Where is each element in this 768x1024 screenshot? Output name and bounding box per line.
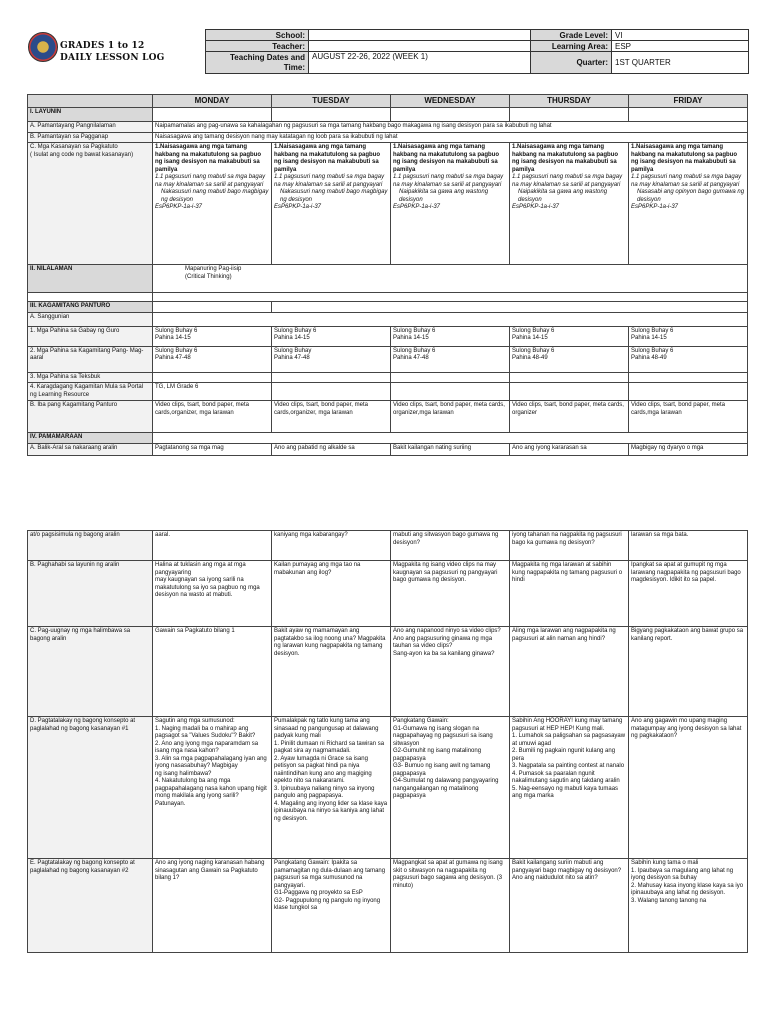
competency-detail: Nakasusuri nang mabuti bago magbigay ng desisyon bbox=[280, 189, 388, 203]
discussion-one-row bbox=[28, 717, 748, 859]
teacher-guide-thursday: Sulong Buhay 6 Pahina 14-15 bbox=[510, 326, 629, 346]
competency-code: EsP6PKP-1a-i-37 bbox=[631, 204, 679, 210]
example-wednesday: Ano ang napanood ninyo sa video clips? Ano ang pagsusuring ginawa ng mga tauhan sa video clips? Sang-ayon ka ba sa kanilang ginawa? bbox=[391, 627, 510, 717]
example-thursday: Aling mga larawan ang nagpapakita ng pagsusuri at alin naman ang hindi? bbox=[510, 627, 629, 717]
competency-monday bbox=[153, 143, 272, 265]
lesson-log-table bbox=[27, 94, 748, 456]
competency-sub: 1.1 pagsusuri nang mabuti sa mga bagay na may kinalaman sa sarili at pangyayari bbox=[155, 174, 266, 188]
review-wednesday: Bakit kailangan nating suriing bbox=[391, 443, 510, 455]
dates-value: AUGUST 22-26, 2022 (WEEK 1) bbox=[309, 52, 531, 74]
textbook-row bbox=[28, 372, 748, 383]
review-friday: Magbigay ng dyaryo o mga bbox=[629, 443, 748, 455]
learner-material-wednesday: Sulong Buhay 6 Pahina 47-48 bbox=[391, 346, 510, 372]
grade-value: VI bbox=[612, 30, 749, 41]
page-one bbox=[0, 0, 768, 470]
review-friday-continued: larawan sa mga bata. bbox=[629, 531, 748, 561]
sanggunian-row bbox=[28, 312, 748, 326]
example-tuesday: Bakit ayaw ng mamamayan ang pagtatakbo sa ilog noong una? Magpakita ng larawan kung nagpapakita ng tamang desisyon. bbox=[272, 627, 391, 717]
nilalaman-row bbox=[28, 265, 748, 293]
area-value: ESP bbox=[612, 41, 749, 52]
learner-material-row bbox=[28, 346, 748, 372]
other-materials-friday: Video clips, tsart, bond paper, meta cards,mga larawan bbox=[629, 401, 748, 433]
page-break bbox=[0, 470, 768, 525]
example-label: C. Pag-uugnay ng mga halimbawa sa bagong aralin bbox=[28, 627, 153, 717]
review-row-part-b bbox=[28, 531, 748, 561]
example-row bbox=[28, 627, 748, 717]
discussion-one-thursday: Sabihin Ang HOORAY! kung may tamang pagsusuri at HEP HEP! Kung mali. 1. Lumahok sa paligsahan sa pagsasayaw at umuwi agad 2. Bumili ng pagkain ngunit kulang ang pera 3. Nagpatala sa painting contest at nanalo 4. Pumasok sa paaralan ngunit nakalimutang sagutin ang takdang aralin 5. Nag-eensayo ng mabuti kaya tumaas ang mga marka bbox=[510, 717, 629, 859]
other-materials-wednesday: Video clips, tsart, bond paper, meta cards, organizer,mga larawan bbox=[391, 401, 510, 433]
competency-sub: 1.1 pagsusuri nang mabuti sa mga bagay na may kinalaman sa sarili at pangyayari bbox=[274, 174, 385, 188]
purpose-label: B. Paghahabi sa layunin ng aralin bbox=[28, 561, 153, 627]
textbook-label: 3. Mga Pahina sa Teksbuk bbox=[28, 372, 153, 383]
competency-heading: 1.Naisasagawa ang mga tamang hakbang na makatutulong sa pagbuo ng isang desisyon na makabubuti sa pamilya bbox=[274, 144, 381, 173]
competency-heading: 1.Naisasagawa ang mga tamang hakbang na makatutulong sa pagbuo ng isang desisyon na makabubuti sa pamilya bbox=[512, 144, 619, 173]
review-label-continued: at/o pagsisimula ng bagong aralin bbox=[28, 531, 153, 561]
content-standard-value: Naipamamalas ang pag-unawa sa kahalagahan ng pagsusuri sa mga tamang hakbang bago makagawa ng isang desisyon para sa ikabubuti ng lahat bbox=[153, 122, 748, 133]
competency-detail: Naipakikita sa gawa ang wastong desisyon bbox=[518, 189, 608, 203]
review-row-part-a bbox=[28, 443, 748, 455]
discussion-one-monday: Sagutin ang mga sumusunod: 1. Naging madali ba o mahirap ang pagsagot sa "Values Sudoku"? Bakit? 2. Ano ang iyong mga naparamdam sa isang mga nasa kahon? 3. Alin sa mga pagpapahalagang iyan ang iyong nasasabuhay? Magbigay ng isang halimbawa? 4. Nakatutulong ba ang mga pagpapahalagang nasa kahon upang higit mong makilala ang iyong sarili? Patunayan. bbox=[153, 717, 272, 859]
competency-friday bbox=[629, 143, 748, 265]
deped-seal-icon bbox=[28, 32, 58, 62]
pamamaraan-row bbox=[28, 433, 748, 444]
other-materials-tuesday: Video clips, tsart, bond paper, meta cards,organizer, mga larawan bbox=[272, 401, 391, 433]
review-thursday-continued: iyong tahanan na nagpakita ng pagsusuri bago ka gumawa ng desisyon? bbox=[510, 531, 629, 561]
other-materials-row bbox=[28, 401, 748, 433]
review-wednesday-continued: mabuti ang sitwasyon bago gumawa ng desisyon? bbox=[391, 531, 510, 561]
log-title bbox=[60, 40, 165, 64]
competency-detail: Nasasabi ang opinyon bago gumawa ng desisyon bbox=[637, 189, 745, 203]
teacher-guide-friday: Sulong Buhay 6 Pahina 14-15 bbox=[629, 326, 748, 346]
example-friday: Bigyang pagkakataon ang bawat grupo sa kanilang report. bbox=[629, 627, 748, 717]
competency-code: EsP6PKP-1a-i-37 bbox=[393, 204, 441, 210]
page-two bbox=[0, 525, 768, 1024]
teacher-guide-monday: Sulong Buhay 6 Pahina 14-15 bbox=[153, 326, 272, 346]
nilalaman-value: Mapanuring Pag-iisip (Critical Thinking) bbox=[153, 265, 748, 293]
teacher-guide-row bbox=[28, 326, 748, 346]
purpose-friday: Ipangkat sa apat at gumupit ng mga larawang nagpapakita ng pagsusuri bago magdesisyon. Idikit ito sa papel. bbox=[629, 561, 748, 627]
teacher-guide-label: 1. Mga Pahina sa Gabay ng Guro bbox=[28, 326, 153, 346]
competency-heading: 1.Naisasagawa ang mga tamang hakbang na makatutulong sa pagbuo ng isang desisyon na makabubuti sa pamilya bbox=[631, 144, 738, 173]
corner-cell bbox=[28, 95, 153, 108]
layunin-row bbox=[28, 108, 748, 122]
kagamitan-row bbox=[28, 302, 748, 313]
sanggunian-label: A. Sanggunian bbox=[28, 312, 153, 326]
title-line-2: DAILY LESSON LOG bbox=[60, 53, 165, 63]
lr-portal-row bbox=[28, 383, 748, 401]
dates-label: Teaching Dates and Time: bbox=[206, 52, 309, 74]
day-friday: FRIDAY bbox=[629, 95, 748, 108]
nilalaman-label: II. NILALAMAN bbox=[28, 265, 153, 293]
review-monday-continued: aaral. bbox=[153, 531, 272, 561]
pamamaraan-label: IV. PAMAMARAAN bbox=[28, 433, 153, 444]
review-monday: Pagtatanong sa mga mag bbox=[153, 443, 272, 455]
day-wednesday: WEDNESDAY bbox=[391, 95, 510, 108]
layunin-label: I. LAYUNIN bbox=[28, 108, 153, 122]
header-right-table bbox=[530, 29, 749, 74]
discussion-one-label: D. Pagtatalakay ng bagong konsepto at paglalahad ng bagong kasanayan #1 bbox=[28, 717, 153, 859]
other-materials-label: B. Iba pang Kagamitang Panturo bbox=[28, 401, 153, 433]
lr-portal-value: TG, LM Grade 6 bbox=[153, 383, 272, 401]
discussion-one-friday: Ano ang gagawin mo upang maging matagumpay ang iyong desisyon sa lahat ng pagkakataon? bbox=[629, 717, 748, 859]
area-label: Learning Area: bbox=[531, 41, 612, 52]
discussion-two-monday: Ano ang iyong naging karanasan habang sinasagutan ang Gawain sa Pagkatuto bilang 1? bbox=[153, 859, 272, 953]
learner-material-tuesday: Sulong Buhay Pahina 47-48 bbox=[272, 346, 391, 372]
discussion-one-wednesday: Pangkatang Gawain: G1-Gumawa ng isang slogan na nagpapahayag ng pagsusuri sa isang sitwasyon G2-Gumuhit ng isang matalinong pagpapasya G3- Bumuo ng isang awit ng tamang pagpapasya G4-Sumulat ng dalawang pangyayaring nangangailangan ng matalinong pagpapasya bbox=[391, 717, 510, 859]
content-standard-label: A. Pamantayang Pangnilalaman bbox=[28, 122, 153, 133]
other-materials-thursday: Video clips, tsart, bond paper, meta cards, organizer bbox=[510, 401, 629, 433]
discussion-two-wednesday: Magpangkat sa apat at gumawa ng isang skit o sitwasyon na nagpapakita ng pagsusuri bago sagawa ang desisyon. (3 minuto) bbox=[391, 859, 510, 953]
competency-tuesday bbox=[272, 143, 391, 265]
performance-standard-label: B. Pamantayan sa Pagganap bbox=[28, 132, 153, 143]
purpose-monday: Halina at tuklasin ang mga at mga pangyayaring may kaugnayan sa iyong sarili na makatutulong sa iyo sa pagbuo ng mga desisyon na wasto at mabuti. bbox=[153, 561, 272, 627]
competency-code: EsP6PKP-1a-i-37 bbox=[274, 204, 322, 210]
discussion-two-label: E. Pagtatalakay ng bagong konsepto at paglalahad ng bagong kasanayan #2 bbox=[28, 859, 153, 953]
competency-heading: 1.Naisasagawa ang mga tamang hakbang na makatutulong sa pagbuo ng isang desisyon na makabubuti sa pamilya bbox=[155, 144, 262, 173]
teacher-guide-tuesday: Sulong Buhay 6 Pahina 14-15 bbox=[272, 326, 391, 346]
performance-standard-row bbox=[28, 132, 748, 143]
review-thursday: Ano ang iyong kararasan sa bbox=[510, 443, 629, 455]
content-standard-row bbox=[28, 122, 748, 133]
quarter-value: 1ST QUARTER bbox=[612, 52, 749, 74]
school-value bbox=[309, 30, 531, 41]
discussion-two-friday: Sabihin kung tama o mali 1. Ipaubaya sa magulang ang lahat ng iyong desisyon sa buhay 2. Mahusay kasa inyong klase kaya sa iyo ipinauubaya ang lahat ng desisyon. 3. Walang tanong tanong na bbox=[629, 859, 748, 953]
other-materials-monday: Video clips, tsart, bond paper, meta cards,organizer, mga larawan bbox=[153, 401, 272, 433]
competency-row bbox=[28, 143, 748, 265]
competency-detail: Nakasusuri nang mabuti bago magbigay ng desisyon bbox=[161, 189, 269, 203]
competency-heading: 1.Naisasagawa ang mga tamang hakbang na makatutulong sa pagbuo ng isang desisyon na makabubuti sa pamilya bbox=[393, 144, 500, 173]
learner-material-monday: Sulong Buhay 6 Pahina 47-48 bbox=[153, 346, 272, 372]
purpose-tuesday: Kailan pumayag ang mga tao na mabakunan ang ilog? bbox=[272, 561, 391, 627]
competency-code: EsP6PKP-1a-i-37 bbox=[155, 204, 203, 210]
spacer-row bbox=[28, 293, 748, 302]
competency-label: C. Mga Kasanayan sa Pagkatuto ( Isulat ang code ng bawat kasanayan) bbox=[28, 143, 153, 265]
review-tuesday: Ano ang pabatid ng alkalde sa bbox=[272, 443, 391, 455]
purpose-row bbox=[28, 561, 748, 627]
purpose-thursday: Magpakita ng mga larawan at sabihin kung nagpapakita ng tamang pagsusuri o hindi bbox=[510, 561, 629, 627]
kagamitan-label: III. KAGAMITANG PANTURO bbox=[28, 302, 153, 313]
competency-wednesday bbox=[391, 143, 510, 265]
teacher-value bbox=[309, 41, 531, 52]
learner-material-label: 2. Mga Pahina sa Kagamitang Pang- Mag-aaral bbox=[28, 346, 153, 372]
learner-material-thursday: Sulong Buhay 6 Pahina 48-49 bbox=[510, 346, 629, 372]
competency-thursday bbox=[510, 143, 629, 265]
competency-code: EsP6PKP-1a-i-37 bbox=[512, 204, 560, 210]
purpose-wednesday: Magpakita ng isang video clips na may kaugnayan sa pagsusuri ng pangyayari bago gumawa ng desisyon. bbox=[391, 561, 510, 627]
grade-label: Grade Level: bbox=[531, 30, 612, 41]
title-line-1: GRADES 1 to 12 bbox=[60, 41, 145, 51]
day-tuesday: TUESDAY bbox=[272, 95, 391, 108]
discussion-two-thursday: Bakit kailangang suriin mabuti ang pangyayari bago magbigay ng desisyon? Ano ang naidudulot nito sa atin? bbox=[510, 859, 629, 953]
header-left-table bbox=[205, 29, 531, 74]
competency-sub: 1.1 pagsusuri nang mabuti sa mga bagay na may kinalaman sa sarili at pangyayari bbox=[631, 174, 742, 188]
quarter-label: Quarter: bbox=[531, 52, 612, 74]
school-label: School: bbox=[206, 30, 309, 41]
review-label: A. Balik-Aral sa nakaraang aralin bbox=[28, 443, 153, 455]
example-monday: Gawain sa Pagkatuto bilang 1 bbox=[153, 627, 272, 717]
competency-detail: Naipakikita sa gawa ang wastong desisyon bbox=[399, 189, 489, 203]
discussion-two-row bbox=[28, 859, 748, 953]
performance-standard-value: Naisasagawa ang tamang desisyon nang may katatagan ng loob para sa ikabubuti ng lahat bbox=[153, 132, 748, 143]
lesson-log-table-continued bbox=[27, 530, 748, 953]
review-tuesday-continued: kaniyang mga kabarangay? bbox=[272, 531, 391, 561]
competency-sub: 1.1 pagsusuri nang mabuti sa mga bagay na may kinalaman sa sarili at pangyayari bbox=[393, 174, 504, 188]
teacher-guide-wednesday: Sulong Buhay 6 Pahina 14-15 bbox=[391, 326, 510, 346]
days-header-row bbox=[28, 95, 748, 108]
lr-portal-label: 4. Karagdagang Kagamitan Mula sa Portal ng Learning Resource bbox=[28, 383, 153, 401]
competency-sub: 1.1 pagsusuri nang mabuti sa mga bagay na may kinalaman sa sarili at pangyayari bbox=[512, 174, 623, 188]
teacher-label: Teacher: bbox=[206, 41, 309, 52]
discussion-two-tuesday: Pangkatang Gawain: Ipakita sa pamamagitan ng dula-dulaan ang tamang pagsusuri sa mga sumusunod na pangyayari. G1-Paggawa ng proyekto sa EsP G2- Pagpupulong ng pangulo ng inyong klase tungkol sa bbox=[272, 859, 391, 953]
day-thursday: THURSDAY bbox=[510, 95, 629, 108]
day-monday: MONDAY bbox=[153, 95, 272, 108]
discussion-one-tuesday: Pumalakpak ng tatlo kung tama ang sinasaad ng pangungusap at dalawang padyak kung mali 1. Pinilit dumaan ni Richard sa tawiran sa pagkat sira ay nagmamadali. 2. Ayaw lumagda ni Grace sa isang petisyon sa pagkat hindi pa niya naiintindihan kung ano ang magiging epekto nito sa nakararami. 3. Ipinuubaya naliang ninyo sa inyong pangulo ang pagpapasya. 4. Magaling ang inyong lider sa klase kaya ipinauubaya na ninyo sa kaniya ang lahat ng desisyon. bbox=[272, 717, 391, 859]
learner-material-friday: Sulong Buhay 6 Pahina 48-49 bbox=[629, 346, 748, 372]
